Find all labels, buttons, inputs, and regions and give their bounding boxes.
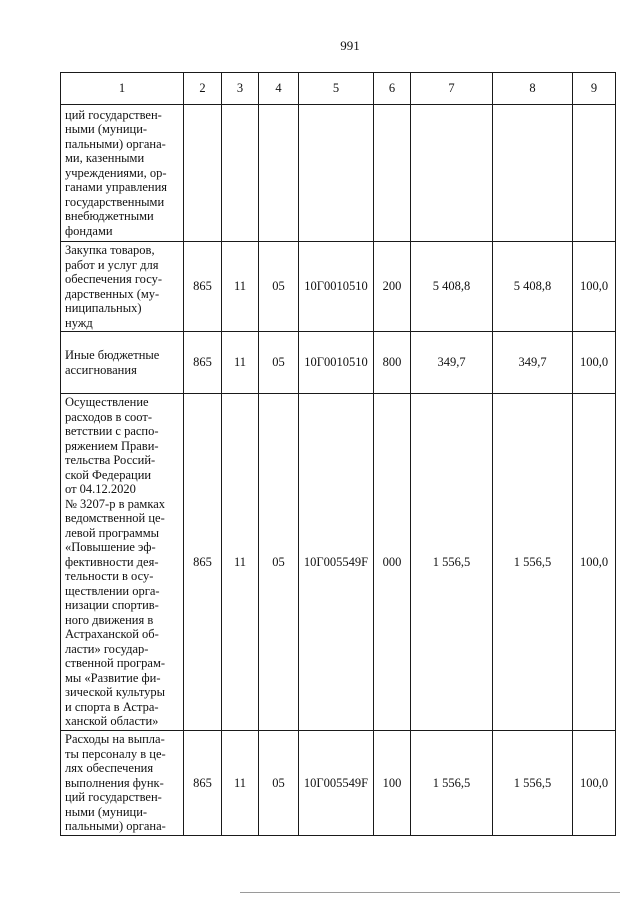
table-cell [299, 105, 374, 242]
table-cell: 100,0 [573, 332, 616, 394]
table-cell: 11 [222, 731, 259, 836]
header-cell: 4 [259, 73, 299, 105]
table-cell: 11 [222, 394, 259, 731]
header-cell: 7 [411, 73, 493, 105]
table-cell: 1 556,5 [493, 394, 573, 731]
table-cell: 10Г005549F [299, 731, 374, 836]
table-cell: 100 [374, 731, 411, 836]
table-cell [493, 105, 573, 242]
table-cell [411, 105, 493, 242]
header-cell: 2 [184, 73, 222, 105]
table-cell: 10Г0010510 [299, 242, 374, 332]
table-cell: 200 [374, 242, 411, 332]
table-cell: 100,0 [573, 242, 616, 332]
table-cell: 10Г0010510 [299, 332, 374, 394]
table-cell: 865 [184, 332, 222, 394]
table-row [61, 242, 616, 332]
row-description: Осуществление расходов в соот- ветствии с распо- ряжением Прави- тельства Россий- ской Федерации от 04.12.2020 № 3207-р в рамках ведомственной це- левой программы «Повышение эф- фективности дея- тельности в осу- ществлении орга- низации спортив- ного движения в Астраханской об- ласти» государ- ственной програм- мы «Развитие фи- зической культуры и спорта в Астра- ханской области» [61, 394, 184, 731]
row-description: ций государствен- ными (муници- пальными) органа- ми, казенными учреждениями, ор- ганами управления государственными внебюджетными фондами [61, 105, 184, 242]
table-cell: 100,0 [573, 731, 616, 836]
header-cell: 3 [222, 73, 259, 105]
table-cell: 05 [259, 731, 299, 836]
table-header-row [61, 73, 616, 105]
table-cell: 1 556,5 [411, 394, 493, 731]
table-cell: 1 556,5 [493, 731, 573, 836]
table-cell: 05 [259, 394, 299, 731]
table-row [61, 731, 616, 836]
table-cell [573, 105, 616, 242]
table-cell: 349,7 [411, 332, 493, 394]
table-cell: 100,0 [573, 394, 616, 731]
table-cell: 11 [222, 332, 259, 394]
table-cell: 865 [184, 731, 222, 836]
header-cell: 6 [374, 73, 411, 105]
row-description: Иные бюджетные ассигнования [61, 332, 184, 394]
bottom-rule [240, 892, 620, 893]
header-cell: 9 [573, 73, 616, 105]
table-row [61, 105, 616, 242]
row-description: Закупка товаров, работ и услуг для обеспечения госу- дарственных (му- ниципальных) нужд [61, 242, 184, 332]
table-cell: 05 [259, 332, 299, 394]
table-cell: 1 556,5 [411, 731, 493, 836]
budget-table [60, 72, 616, 836]
row-description: Расходы на выпла- ты персоналу в це- лях обеспечения выполнения функ- ций государствен- ными (муници- пальными) органа- [61, 731, 184, 836]
table-cell: 865 [184, 242, 222, 332]
table-cell [184, 105, 222, 242]
table-cell: 11 [222, 242, 259, 332]
header-cell: 8 [493, 73, 573, 105]
table-row [61, 332, 616, 394]
page-number: 991 [340, 38, 360, 53]
header-cell: 1 [61, 73, 184, 105]
table-cell: 800 [374, 332, 411, 394]
table-cell: 5 408,8 [411, 242, 493, 332]
table-cell: 000 [374, 394, 411, 731]
table-cell: 865 [184, 394, 222, 731]
table-cell [374, 105, 411, 242]
table-cell [222, 105, 259, 242]
table-row [61, 394, 616, 731]
table-cell: 349,7 [493, 332, 573, 394]
header-cell: 5 [299, 73, 374, 105]
table-cell: 05 [259, 242, 299, 332]
table-cell: 10Г005549F [299, 394, 374, 731]
table-cell [259, 105, 299, 242]
table-cell: 5 408,8 [493, 242, 573, 332]
